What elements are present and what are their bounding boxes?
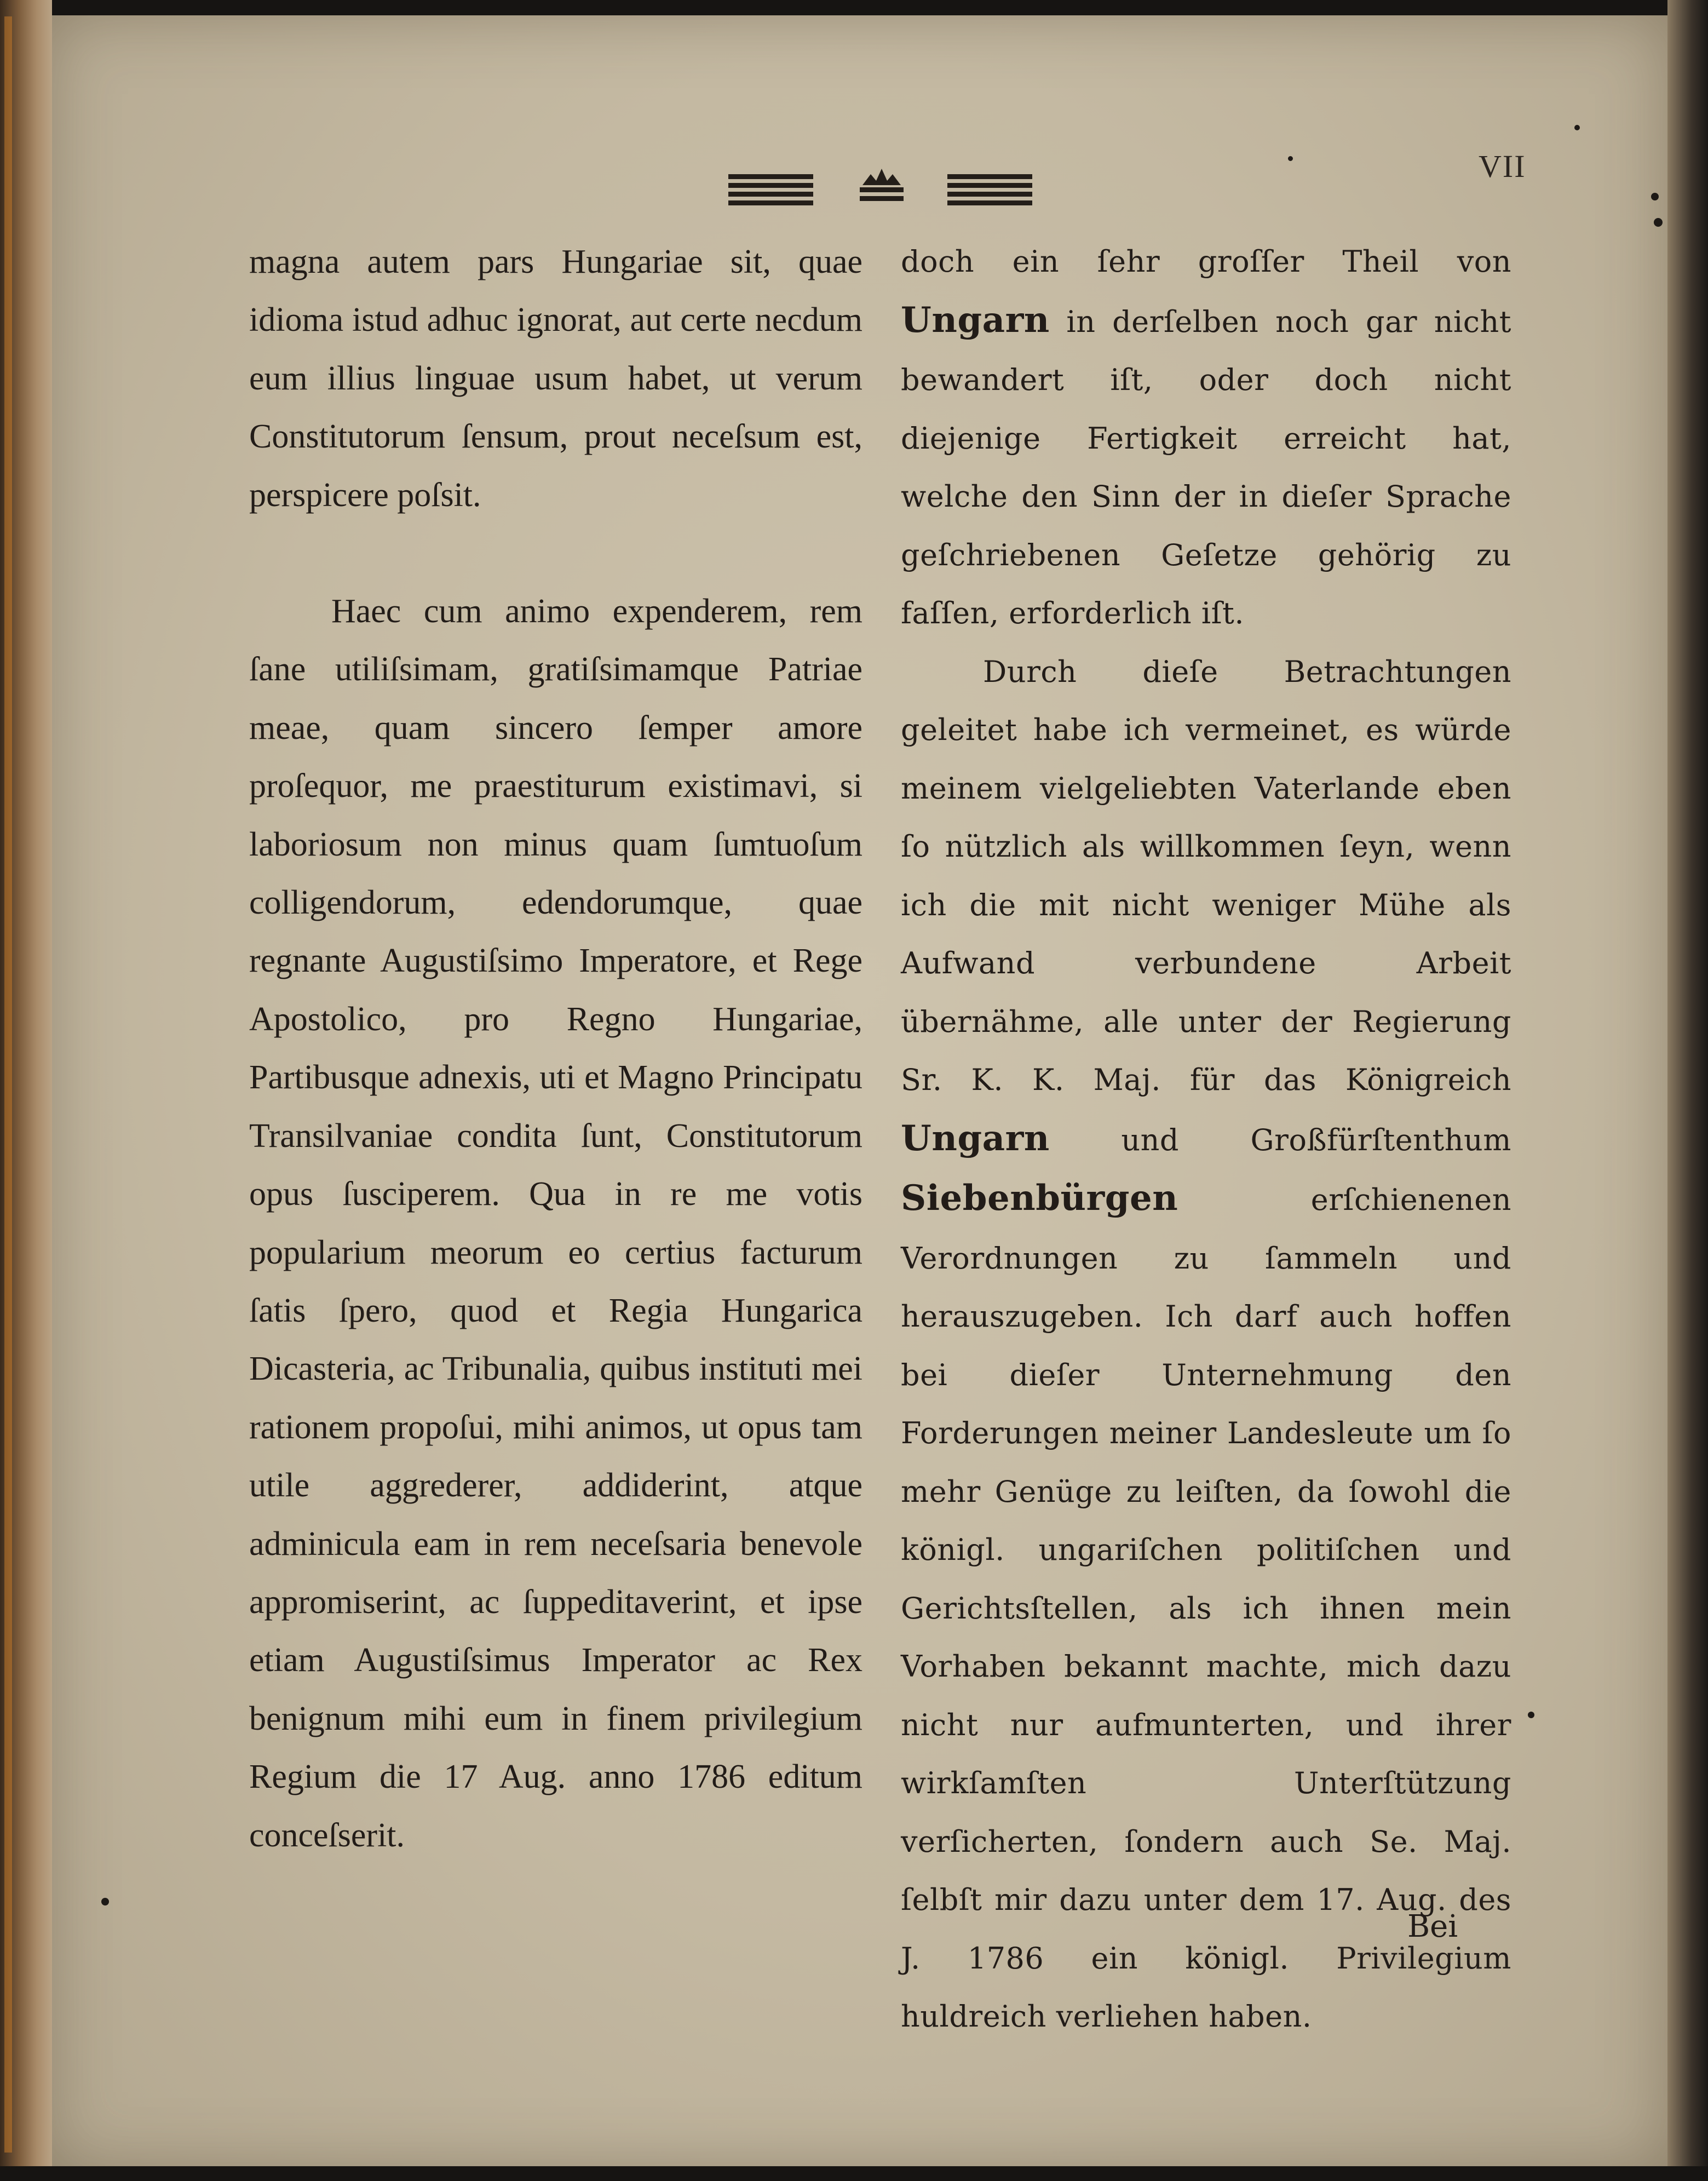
latin-paragraph-2: Haec cum animo expenderem, rem ſane utiliſsimam, gratiſsimamque Patriae meae, quam sincero ſemper amore proſequor, me praestiturum existimavi, si laboriosum non minus quam ſumtuoſum colligendorum, edendorumque, quae regnante Augustiſsimo Imperatore, et Rege Apostolico, pro Regno Hungariae, Partibusque adnexis, uti et Magno Principatu Transilvaniae condita ſunt, Constitutorum opus ſusciperem. Qua in re me votis popularium meorum eo certius facturum ſatis ſpero, quod et Regia Hungarica Dicasteria, ac Tribunalia, quibus instituti mei rationem propoſui, mihi animos, ut opus tam utile aggrederer, addiderint, atque adminicula eam in rem neceſsaria benevole appromiserint, ac ſuppeditaverint, et ipse etiam Augustiſsimus Imperator ac Rex benignum mihi eum in finem privilegium Regium die 17 Aug. anno 1786 editum conceſserit.: [249, 593, 862, 1854]
german-paragraph-1: [901, 233, 1511, 643]
ink-speck: [1651, 193, 1659, 200]
ornament-bar-right: [947, 174, 1032, 207]
german-p2-emphasis-siebenbuergen: Siebenbürgen: [901, 1178, 1178, 1219]
scan-bottom-edge: [0, 2166, 1708, 2181]
latin-column: [249, 233, 862, 1864]
german-p1-text-a: doch ein ſehr groſſer Theil von: [901, 244, 1511, 279]
latin-paragraph-1: magna autem pars Hungariae sit, quae idioma istud adhuc ignorat, aut certe necdum eum illius linguae usum habet, ut verum Constitutorum ſensum, prout neceſsum est, perspicere poſsit.: [249, 243, 862, 514]
german-paragraph-2: [901, 643, 1511, 2046]
book-binding-edge: [0, 0, 52, 2181]
page-right-edge: [1667, 0, 1708, 2181]
ink-speck: [1528, 1712, 1534, 1718]
binding-strip: [4, 16, 12, 2153]
german-column: [901, 233, 1511, 2046]
ornament-bar-left: [728, 174, 813, 207]
ink-speck: [1288, 156, 1293, 161]
german-p1-text-b: in derſelben noch gar nicht bewandert iſt, oder doch nicht diejenige Fertigkeit erreicht hat, welche den Sinn der in dieſer Sprache geſchriebenen Geſetze gehörig zu faſſen, erforderlich iſt.: [901, 304, 1511, 630]
ornamental-rule: [728, 164, 1035, 214]
ink-speck: [101, 1898, 109, 1905]
page-number: VII: [1479, 148, 1526, 184]
german-p2-emphasis-ungarn: Ungarn: [901, 1117, 1050, 1159]
catchword: Bei: [1407, 1909, 1458, 1944]
german-p2-text-c: erſchienenen Verordnungen zu ſammeln und herauszugeben. Ich darf auch hoffen bei dieſer Unternehmung den Forderungen meiner Landesleute um ſo mehr Genüge zu leiſten, da ſowohl die königl. ungariſchen politiſchen und Gerichtsſtellen, als ich ihnen mein Vorhaben bekannt machte, mich dazu nicht nur aufmunterten, und ihrer wirkſamſten Unterſtützung verſicherten, ſondern auch Se. Maj. ſelbſt mir dazu unter dem 17. Aug. des J. 1786 ein königl. Privilegium huldreich verliehen haben.: [901, 1183, 1511, 2034]
german-p1-emphasis: Ungarn: [901, 299, 1050, 341]
german-p2-text-a: Durch dieſe Betrachtungen geleitet habe ich vermeinet, es würde meinem vielgeliebten Vaterlande eben ſo nützlich als willkommen ſeyn, wenn ich die mit nicht weniger Mühe als Aufwand verbundene Arbeit übernähme, alle unter der Regierung Sr. K. K. Maj. für das Königreich: [901, 654, 1511, 1097]
ink-speck: [1574, 125, 1580, 130]
ornamental-rule-icon: [857, 164, 906, 208]
german-p2-text-b: und Großfürſtenthum: [1049, 1122, 1511, 1157]
ink-speck: [1654, 218, 1663, 227]
